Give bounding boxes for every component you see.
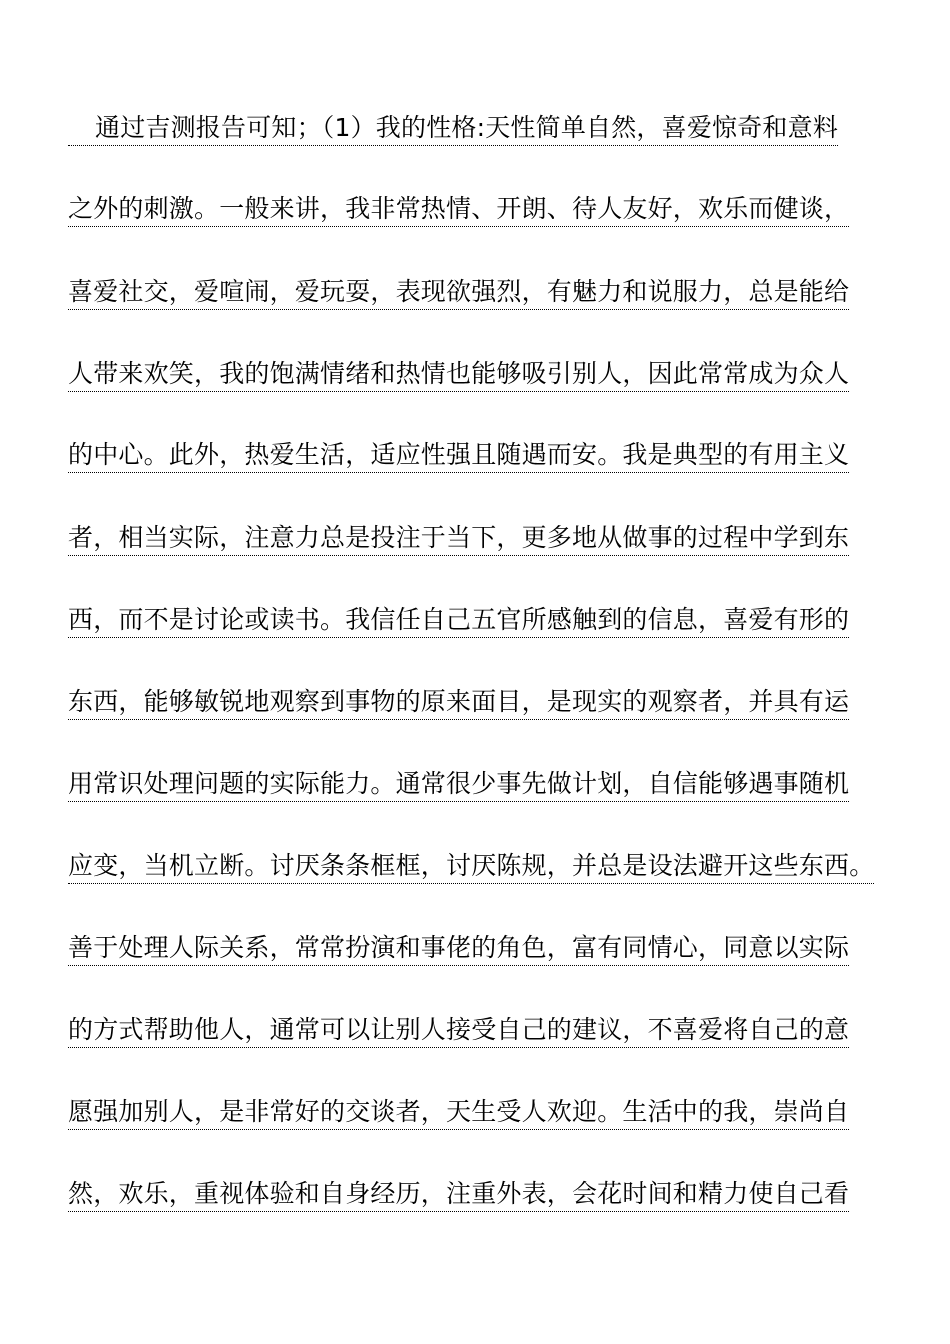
- paragraph-line-9: 用常识处理问题的实际能力。通常很少事先做计划，自信能够遇事随机: [68, 764, 849, 804]
- paragraph-line-6: 者，相当实际，注意力总是投注于当下，更多地从做事的过程中学到东: [68, 518, 849, 558]
- paragraph-line-8: 东西，能够敏锐地观察到事物的原来面目，是现实的观察者，并具有运: [68, 682, 849, 722]
- paragraph-line-14: 然，欢乐，重视体验和自身经历，注重外表，会花时间和精力使自己看: [68, 1174, 849, 1214]
- paragraph-line-4: 人带来欢笑，我的饱满情绪和热情也能够吸引别人，因此常常成为众人: [68, 354, 849, 394]
- paragraph-line-3: 喜爱社交，爱喧闹，爱玩耍，表现欲强烈，有魅力和说服力，总是能给: [68, 272, 849, 312]
- paragraph-line-11: 善于处理人际关系，常常扮演和事佬的角色，富有同情心，同意以实际: [68, 928, 849, 968]
- paragraph-line-1-text: 通过吉测报告可知；（1）我的性格:天性简单自然，喜爱惊奇和意料: [95, 113, 839, 142]
- paragraph-line-1: [68, 108, 838, 148]
- paragraph-line-13: 愿强加别人，是非常好的交谈者，天生受人欢迎。生活中的我，崇尚自: [68, 1092, 849, 1132]
- paragraph-line-12: 的方式帮助他人，通常可以让别人接受自己的建议，不喜爱将自己的意: [68, 1010, 849, 1050]
- paragraph-line-10: 应变，当机立断。讨厌条条框框，讨厌陈规，并总是设法避开这些东西。: [68, 846, 874, 886]
- paragraph-line-7: 西，而不是讨论或读书。我信任自己五官所感触到的信息，喜爱有形的: [68, 600, 849, 640]
- paragraph-line-2: 之外的刺激。一般来讲，我非常热情、开朗、待人友好，欢乐而健谈，: [68, 189, 849, 229]
- paragraph-line-5: 的中心。此外，热爱生活，适应性强且随遇而安。我是典型的有用主义: [68, 435, 849, 475]
